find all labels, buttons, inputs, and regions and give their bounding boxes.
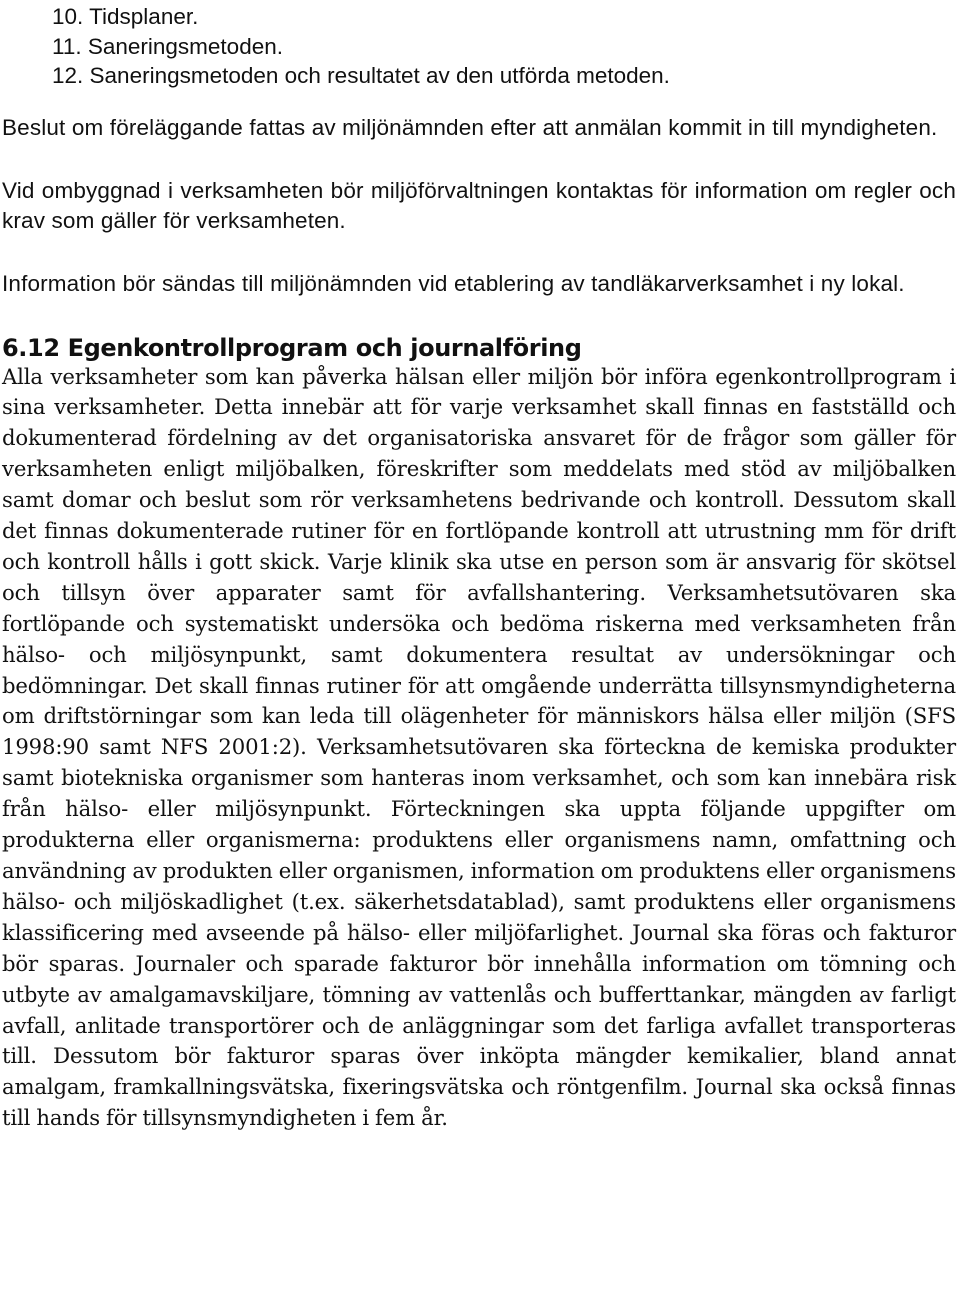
paragraph-renovation: Vid ombyggnad i verksamheten bör miljöförvaltningen kontaktas för information om regler och krav som gäller för verksamheten. [2,177,956,233]
paragraph-decision: Beslut om föreläggande fattas av miljönämnden efter att anmälan kommit in till myndigheten. [2,114,938,140]
list-item: 10. Tidsplaner. [52,4,199,29]
section-body: Alla verksamheter som kan påverka hälsan eller miljön bör införa egenkontrollprogram i sina verksamheter. Detta innebär att för varje verksamhet skall finnas en fastställd och dokumenterad fördelning av det organisatoriska ansvaret för de frågor som gäller för verksamheten enligt miljöbalken, föreskrifter som meddelats med stöd av miljöbalken samt domar och beslut som rör verksamhetens bedrivande och kontroll. Dessutom skall det finnas dokumenterade rutiner för en fortlöpande kontroll att utrustning mm för drift och kontroll hålls i gott skick. Varje klinik ska utse en person som är ansvarig för skötsel och tillsyn över apparater samt för avfallshantering. Verksamhetsutövaren ska fortlöpande och systematiskt undersöka och bedöma riskerna med verksamheten från hälso- och miljösynpunkt, samt dokumentera resultat av undersökningar och bedömningar. Det skall finnas rutiner för att omgående underrätta tillsynsmyndigheterna om driftstörningar som kan leda till olägenheter för människors hälsa eller miljön (SFS 1998:90 samt NFS 2001:2). Verksamhetsutövaren ska förteckna de kemiska produkter samt biotekniska organismer som hanteras inom verksamhet, och som kan innebära risk från hälso- eller miljösynpunkt. Förteckningen ska uppta följande uppgifter om produkterna eller organismerna: produktens eller organismens namn, omfattning och användning av produkten eller organismen, information om produktens eller organismens hälso- och miljöskadlighet (t.ex. säkerhetsdatablad), samt produktens eller organismens klassificering med avseende på hälso- eller miljöfarlighet. Journal ska föras och fakturor bör sparas. Journaler och sparade fakturor bör innehålla information om tömning och utbyte av amalgamavskiljare, tömning av vattenlås och bufferttankar, mängden av farligt avfall, anlitade transportörer och de anläggningar som det farliga avfallet transporteras till. Dessutom bör fakturor sparas över inköpta mängder kemikalier, bland annat amalgam, framkallningsvätska, fixeringsvätska och röntgenfilm. Journal ska också finnas till hands för tillsynsmyndigheten i fem år. [2,363,956,1131]
list-item: 12. Saneringsmetoden och resultatet av den utförda metoden. [52,63,670,88]
list-item: 11. Saneringsmetoden. [52,33,283,59]
section-heading: 6.12 Egenkontrollprogram och journalföring [2,333,582,362]
paragraph-establishment: Information bör sändas till miljönämnden vid etablering av tandläkarverksamhet i ny lokal. [2,270,905,296]
numbered-list [2,2,956,91]
